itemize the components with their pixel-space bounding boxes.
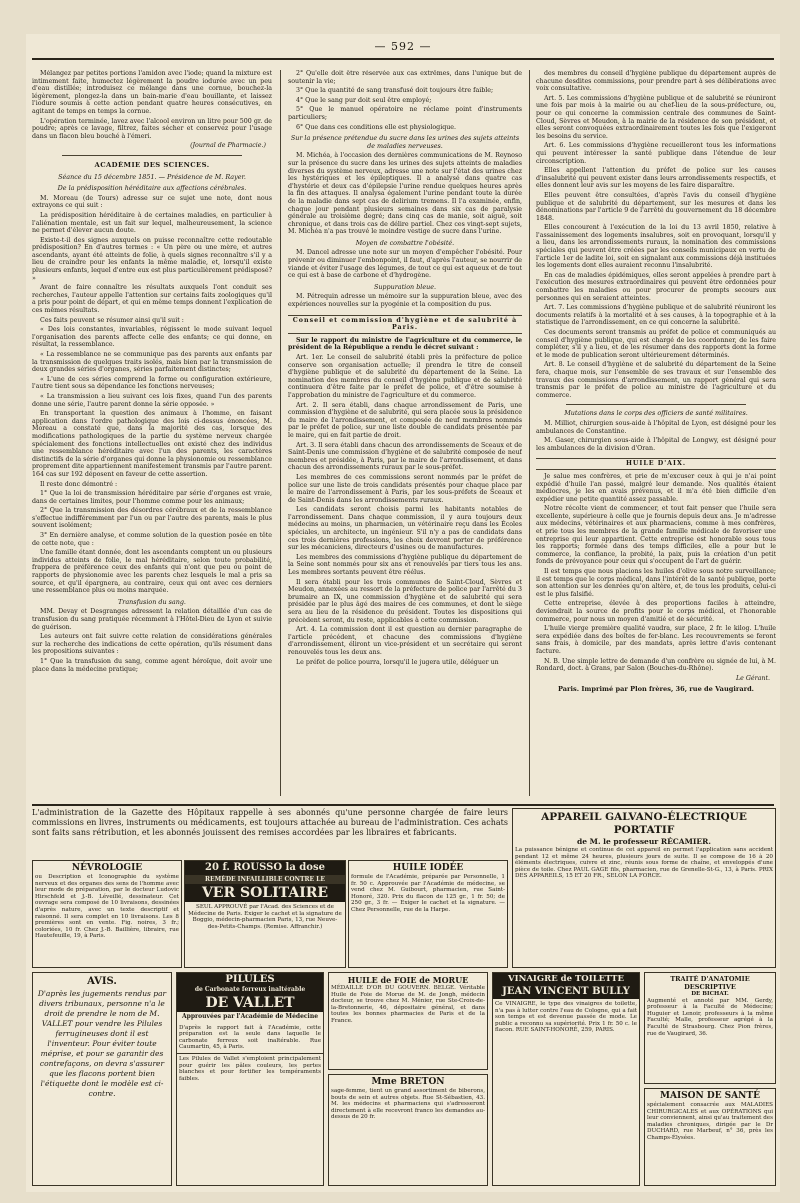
ad-title: HUILE IODÉE [392,863,464,873]
paragraph: L'huile vierge première qualité vaudra, sur place, 2 fr. le kilog. L'huile sera expédiée dans des boîtes de fer-blanc. Les recouvrements se feront sans frais, à domicile, par des mandats, après lettre d'avis contenant facture. [536,625,776,655]
paragraph: Cette entreprise, élevée à des proportions faciles à atteindre, deviendrait la source de profits pour le corps médical, et l'honorable commerce, pour nous un moyen d'amitié et de sécurité. [536,600,776,623]
page-number: — 592 — [374,40,432,53]
paragraph: Ces documents seront transmis au préfet de police et communiqués au conseil d'hygiène publique, qui est chargé de les coordonner, de les faire compléter, s'il y a lieu, et de les résumer dans des rapports dont la forme et le mode de publication seront ultérieurement déterminés. [536,329,776,359]
list-item: 5° Que le manuel opératoire ne réclame point d'instruments particuliers; [288,106,522,121]
subheading: Transfusion du sang. [118,597,186,606]
paragraph: Art. 8. Le conseil d'hygiène et de salubrité du département de la Seine fera, chaque mois, sur l'ensemble de ses travaux et sur l'ensemble des travaux des commissions d'arrondissement, un rapport général qui sera transmis par le préfet de police au ministre de l'agriculture et du commerce. [536,361,776,399]
ad-text: ou Description et Iconographie du système nerveux et des organes des sens de l'homme avec leur mode de préparation, par le docteur Ludovic Hirschfeld et J.-B. Léveillé, dessinateur. Cet ouvrage sera composé de 10 livraisons, dessinées d'après nature, avec un texte descriptif et raisonné. Il sera complet en 10 livraisons. Les 8 premières sont en vente. Fig. noires, 3 fr.; coloriées, 10 fr. Chez J.-B. Baillière, libraire, rue Hautefeuille, 19, à Paris. [35,874,179,940]
ad-title: HUILE de FOIE de MORUE [347,975,469,985]
paragraph: M. Michéa, à l'occasion des dernières communications de M. Reynoso sur la présence du sucre dans les urines des sujets atteints de maladies diverses du système nerveux, adresse une note sur l'état des urines chez les hystériques et les épileptiques. Il a analysé dans quatre cas d'hystérie et deux cas d'épilepsie l'urine rendue quelques heures après la fin des attaques. Il analysa également l'urine pendant toute la durée de la maladie dans sept cas de delirium tremens. Il l'a examinée, enfin, chaque jour pendant plusieurs semaines dans six cas de paralysie générale au troisième degré; dans cinq cas de manie, soit aiguë, soit chronique, et dans trois cas de délire partiel. Chez ces vingt-sept sujets, M. Michéa n'a pas trouvé le moindre vestige de sucre dans l'urine. [288,152,522,236]
paragraph: Art. 5. Les commissions d'hygiène publique et de salubrité se réuniront une fois par mois à la mairie ou au chef-lieu de la sous-préfecture, ou, pour ce qui concerne la commission centrale des communes de Saint-Cloud, Sèvres et Meudon, à la mairie de la résidence de son président, et elles seront convoquées extraordinairement toutes les fois que l'exigeront les besoins du service. [536,94,776,140]
ad-approval: Approuvées par l'Académie de Médecine [181,1013,319,1020]
paragraph: Le préfet de police pourra, lorsqu'il le jugera utile, déléguer un [296,658,499,666]
paragraph: « Des lois constantes, invariables, régissent le mode suivant lequel l'organisation des parents affecte celle des enfants; ce qui donne, en résultat, la ressemblance. [32,326,272,349]
list-item: 2° Qu'elle doit être réservée aux cas extrêmes, dans l'unique but de soutenir la vie; [288,70,522,85]
subheading: Sur la présence prétendue du sucre dans les urines des sujets atteints de maladies nerveuses. [290,134,520,150]
paragraph: En transportant la question des animaux à l'homme, en faisant application dans l'ordre pathologique des lois ci-dessus énoncées, M. Moreau a constaté que, dans la majorité des cas, lorsque des modifications pathologiques de la partie du système nerveux chargée spécialement des fonctions intellectuelles ont existé chez des individus une ressemblance héréditaire avec l'un des parents, les caractères distinctifs de la série d'organes qui donne la physionomie ou ressemblance proprement dite appartiennent manifestement transmis par l'autre parent. 164 cas sur 192 déposent en faveur de cette assertion. [32,410,272,478]
ad-ver-solitaire [184,860,346,968]
ad-vallet [176,972,324,1186]
ad-title: VINAIGRE de TOILETTE [493,973,639,985]
ad-title: APPAREIL GALVANO-ÉLECTRIQUE PORTATIF [541,811,747,836]
paragraph: Je salue mes confrères, et prie de m'excuser ceux à qui je n'ai point expédié d'huile l'an passé, malgré leur demande. Nos qualités étaient médiocres, je les en avais prévenus, et il m'a été bien difficile d'en expédier une petite quantité assez passable. [536,472,776,503]
ad-text: spécialement consacrée aux MALADIES CHIRURGICALES et aux OPÉRATIONS qui leur conviennent, ainsi qu'au traitement des maladies chroniques, dirigée par le Dr DUCHARD, rue Marbeuf, n° 36, près les Champs-Élysées. [647,1102,773,1141]
paragraph: Art. 4. La commission dont il est question au dernier paragraphe de l'article précédent, et chacune des commissions d'hygiène d'arrondissement, éliront un vice-président et un secrétaire qui seront renouvelés tous les deux ans. [288,626,522,656]
printer-line: Paris. Imprimé par Plon frères, 36, rue de Vaugirard. [558,685,754,694]
paragraph: Art. 1er. Le conseil de salubrité établi près la préfecture de police conserve son organisation actuelle; il prendra le titre de conseil d'hygiène publique et de salubrité du département de la Seine. La nomination des membres du conseil d'hygiène publique et de salubrité continuera d'être faite par le préfet de police, et d'être soumise à l'approbation du ministre de l'agriculture et du commerce. [288,354,522,399]
ad-nevrologie [32,860,182,968]
ads-rule [32,804,774,806]
divider [566,404,746,405]
column-1 [32,70,272,800]
paragraph: Les candidats seront choisis parmi les habitants notables de l'arrondissement. Dans chaque commission, il y aura toujours deux médecins au moins, un pharmacien, un vétérinaire reçu dans les Écoles spéciales, un architecte, un ingénieur. S'il n'y a pas de candidats dans ces trois dernières professions, les choix devront porter de préférence sur les mécaniciens, directeurs d'usines ou de manufactures. [288,506,522,552]
ad-brand: JEAN VINCENT BULLY [493,985,639,999]
ad-huile-foie [328,972,488,1070]
ad-text: La puissance bénigne et continue de cet appareil en permet l'application sans accident pendant 12 et même 24 heures, plusieurs jours de suite. Il se compose de 16 à 20 éléments électriques, cuivre et zinc, réunis sous forme de chaîne, et enveloppés d'une pièce de toile. Chez PAUL GAGE fils, pharmacien, rue de Grenelle-St-G., 13, à Paris. PRIX DES APPAREILS, 15 ET 20 FR., SELON LA FORCE. [515,847,773,880]
ad-text: formule de l'Académie, préparée par Personnelle, 1 fr. 50 c. Approuvée par l'Académie de médecine, se vend chez M. Guibourt, pharmacien, rue Saint-Honoré, 320. Prix du flacon de 125 gr., 1 fr. 50; de 250 gr., 3 fr. — Exiger le cachet et la signature. — Chez Personnelle, rue de la Harpe. [351,874,505,913]
paragraph: Les membres de ces commissions seront nommés par le préfet de police sur une liste de trois candidats présentés pour chaque place par le maire de l'arrondissement à Paris, par les sous-préfets de Sceaux et de Saint-Denis dans les arrondissements ruraux. [288,473,522,504]
source-citation: (Journal de Pharmacie.) [190,142,266,150]
ad-avis [32,972,172,1186]
paragraph: 2° Que la transmission des désordres cérébraux et de la ressemblance s'effectue indifféremment par l'un ou par l'autre des parents, mais le plus souvent isolément; [32,507,272,530]
ad-banner [185,861,345,875]
subheading: Moyen de combattre l'obésité. [355,238,455,247]
ad-title: TRAITÉ D'ANATOMIE DESCRIPTIVE [670,975,750,991]
section-banner: HUILE D'AIX. [536,458,776,470]
ad-text: D'après les jugements rendus par divers tribunaux, personne n'a le droit de prendre le nom de M. VALLET pour vendre les Pilules ferrugineuses dont il est l'inventeur. Pour éviter toute méprise, et pour se garantir des contrefaçons, on devra s'assurer que les flacons portent bien l'étiquette dont le modèle est ci-contre. [37,989,167,1098]
subheading: Mutations dans le corps des officiers de santé militaires. [564,409,748,418]
paragraph: 3° En dernière analyse, et comme solution de la question posée en tête de cette note, que : [32,532,272,547]
paragraph: Notre récolte vient de commencer, et tout fait penser que l'huile sera excellente, supérieure à celle que je fournis depuis deux ans. Je m'adresse aux médecins, vétérinaires et aux pharmaciens, comme à mes confrères, et prie tous les membres de la grande famille médicale de favoriser une entreprise qui leur appartient. Cette entreprise est honorable sous tous les rapports; formée dans des temps difficiles, elle a pour but le commerce, la confiance, la probité, la paix, puis la création d'un petit fonds de prévoyance pour ceux qui s'occupent de l'art de guérir. [536,505,776,566]
paragraph: 1° Que la loi de transmission héréditaire par série d'organes est vraie, dans de certaines limites, pour l'homme comme pour les animaux; [32,490,272,505]
ad-title: Mme BRETON [371,1077,445,1087]
paragraph: Elles peuvent être consultées, d'après l'avis du conseil d'hygiène publique et de salubrité du département, sur les mesures et dans les dénominations par l'article 9 de l'arrêté du gouvernement du 18 décembre 1848. [536,191,776,222]
section-banner: Conseil et commission d'hygiène et de salubrité à Paris. [288,315,522,334]
intro-paragraph-2: L'opération terminée, lavez avec l'alcool environ un litre pour 500 gr. de poudre; après ce lavage, filtrez, faites sécher et conservez pour l'usage dans un flacon bleu bouché à l'émeri. [32,117,272,140]
ad-title: PILULES [177,973,323,986]
top-rule [32,58,774,60]
paragraph: « La transmission a lieu suivant ces lois fixes, quand l'un des parents donne une série, l'autre parent donne la série opposée. » [32,392,272,408]
paragraph: Art. 6. Les commissions d'hygiène recueilleront tous les informations qui peuvent intéresser la santé publique dans l'étendue de leur circonscription. [536,142,776,165]
divider [62,155,242,156]
ad-title: MAISON DE SANTÉ [660,1091,760,1101]
paragraph: M. Gaser, chirurgien sous-aide à l'hôpital de Longwy, est désigné pour les ambulances de la division d'Oran. [536,437,776,452]
ad-text: D'après le rapport fait à l'Académie, cette préparation est la seule dans laquelle le carbonate ferreux soit inaltérable. Rue Caumartin, 45, à Paris. [179,1024,321,1051]
ad-title: NÉVROLOGIE [71,863,143,873]
paragraph: Il reste donc démontré : [40,480,118,488]
ad-brand: ROUSSO la dose [233,862,325,873]
column-divider [529,70,530,796]
paragraph: Les membres des commissions d'hygiène publique du département de la Seine sont nommés pour six ans et renouvelés par tiers tous les ans. Les membres sortants peuvent être réélus. [288,553,522,577]
ad-footnote: Les Pilules de Vallet s'emploient principalement pour guérir les pâles couleurs, les pertes blanches et pour fortifier les tempéraments faibles. [177,1053,323,1084]
paragraph: N. B. Une simple lettre de demande d'un confrère ou signée de lui, à M. Rondard, doct. à Grans, par Salon (Bouches-du-Rhône). [536,657,776,673]
paragraph: M. Moreau (de Tours) adresse sur ce sujet une note, dont nous extrayons ce qui suit : [32,194,272,210]
ad-text: MÉDAILLE D'OR DU GOUVERN. BELGE. Véritable Huile de Foie de Morue de M. de Jongh, médecin docteur, se trouve chez M. Ménier, rue Ste-Croix-de-la-Bretonnerie, 46, dépositaire général, et dans toutes les bonnes pharmacies de Paris et de la France. [331,985,485,1024]
ad-subtitle: REMÈDE INFAILLIBLE CONTRE LE [185,875,345,884]
column-2 [288,70,522,800]
ad-text: Augmenté et annoté par MM. Gerdy, professeur à la Faculté de Médecine; Huguier et Lenoir, professeurs à la même Faculté; Malle, professeur agrégé à la Faculté de Strasbourg. Chez Pion frères, rue de Vaugirard, 36. [647,997,773,1037]
ad-subtitle: de Carbonate ferreux inaltérable [177,986,323,994]
paragraph: M. Milliot, chirurgien sous-aide à l'hôpital de Lyon, est désigné pour les ambulances de Constantine. [536,419,776,435]
section-title-academy: ACADÉMIE DES SCIENCES. [94,160,210,169]
paragraph: Les auteurs ont fait suivre cette relation de considérations générales sur la recherche des indications de cette opération, qu'ils résument dans les propositions suivantes : [32,633,272,656]
column-3 [536,70,776,800]
ad-brand: DE VALLET [177,994,323,1012]
column-divider [280,70,281,796]
paragraph: Art. 2. Il sera établi, dans chaque arrondissement de Paris, une commission d'hygiène et de salubrité, qui sera placée sous la présidence du maire de l'arrondissement, et composée de neuf membres nommés par le préfet de police, sur une liste double de candidats présentée par le maire, qui en fait partie de droit. [288,401,522,439]
paragraph: Existe-t-il des signes auxquels on puisse reconnaître cette redoutable prédisposition? En d'autres termes : « Un père ou une mère, et autres ascendants, ayant été atteints de folie, à quels signes reconnaître s'il y a lieu de craindre pour les enfants la même maladie, et, lorsqu'il existe plusieurs enfants, lequel d'entre eux est plus particulièrement prédisposé? » [32,236,272,282]
paragraph: Il sera établi pour les trois communes de Saint-Cloud, Sèvres et Meudon, annexées au ressort de la préfecture de police par l'arrêté du 3 brumaire an IX, une commission d'hygiène et de salubrité qui sera présidée par le plus âgé des maires de ces communes, et dont le siège sera au lieu de la résidence du président. Toutes les dispositions qui précèdent seront, du reste, applicables à cette commission. [288,578,522,624]
paragraph: Une famille étant donnée, dont les ascendants comptent un ou plusieurs individus atteints de folie, le mal héréditaire, selon toute probabilité, frappera de préférence ceux des enfants qui n'ont que peu ou point de rapports de physionomie avec les parents chez lesquels le mal a pris sa source, et qu'il épargnera, au contraire, ceux qui ont avec ces derniers une ressemblance plus ou moins marquée. [32,549,272,595]
ad-galvano [512,808,776,968]
paragraph: « La ressemblance ne se communique pas des parents aux enfants par la transmission de quelques traits isolés, mais bien par la transmission de deux grandes séries d'organes, séries parfaitement distinctes; [32,351,272,374]
paragraph: Ces faits peuvent se résumer ainsi qu'il suit : [40,316,184,324]
list-item: 4° Que le sang pur doit seul être employé; [296,96,432,104]
session-line: Séance du 15 décembre 1851. — Présidence de M. Rayer. [58,172,246,181]
newspaper-page [26,34,780,1192]
ad-title: VER SOLITAIRE [185,884,345,902]
signature: Le Gérant. [735,674,770,682]
paragraph: MM. Devay et Desgranges adressent la relation détaillée d'un cas de transfusion du sang pratiquée récemment à l'Hôtel-Dieu de Lyon et suivie de guérison. [32,608,272,631]
ad-subtitle: DE BICHAT. [691,991,729,997]
subheading: De la prédisposition héréditaire aux affections cérébrales. [57,184,247,193]
paragraph: Elles appellent l'attention du préfet de police sur les causes d'insalubrité qui peuvent exister dans leurs arrondissements respectifs, et elles donnent leur avis sur les moyens de les faire disparaître. [536,167,776,190]
subheading: Suppuration bleue. [373,282,437,291]
paragraph: des membres du conseil d'hygiène publique du département auprès de chacune desdites commissions, pour prendre part à ses délibérations avec voix consultative. [536,70,776,93]
ad-title: AVIS. [87,976,117,987]
list-item: 3° Que la quantité de sang transfusé doit toujours être faible; [296,87,494,95]
ad-subtitle: de M. le professeur RÉCAMIER. [577,837,711,846]
ad-huile-iodee [348,860,508,968]
ads-intro: L'administration de la Gazette des Hôpitaux rappelle à ses abonnés qu'une personne chargée de faire leurs commissions en livres, instruments ou médicaments, est toujours attachée au bureau de l'administration. Ces achats sont faits sans rétribution, et les abonnés jouissent des remises accordées par les libraires et fabricants. [32,808,508,837]
paragraph: Avant de faire connaître les résultats auxquels l'ont conduit ses recherches, l'auteur appelle l'attention sur certains faits zoologiques qu'il a pris pour point de départ, et qui en même temps donnent l'explication de ces mêmes résultats. [32,284,272,315]
ad-text: sage-femme, tient un grand assortiment de biberons, bouts de sein et autres objets. Rue St-Sébastien, 43. M. les médecins et pharmaciens qui s'adresseront directement à elle recevront franco les demandes au-dessus de 20 fr. [331,1088,485,1121]
ad-bichat [644,972,776,1084]
ad-breton [328,1074,488,1186]
paragraph: Art. 3. Il sera établi dans chacun des arrondissements de Sceaux et de Saint-Denis une commission d'hygiène et de salubrité composée de neuf membres et présidée, à Paris, par le maire de l'arrondissement, et dans chacun des arrondissements ruraux par le sous-préfet. [288,441,522,472]
paragraph: Sur le rapport du ministre de l'agriculture et du commerce, le président de la République a rendu le décret suivant : [288,336,522,352]
ad-maison-sante [644,1088,776,1186]
paragraph: En cas de maladies épidémiques, elles seront appelées à prendre part à l'exécution des mesures extraordinaires qui peuvent être ordonnées pour combattre les maladies ou pour procurer de prompts secours aux personnes qui en seraient atteintes. [536,271,776,302]
paragraph: M. Pétrequin adresse un mémoire sur la suppuration bleue, avec des expériences nouvelles sur la pyogénie et la composition du pus. [288,293,522,309]
paragraph: 1° Que la transfusion du sang, comme agent héroïque, doit avoir une place dans la médecine pratique; [32,657,272,673]
list-item: 6° Que dans ces conditions elle est physiologique. [296,123,457,131]
paragraph: Art. 7. Les commissions d'hygiène publique et de salubrité réuniront les documents relatifs à la mortalité et à ses causes, à la topographie et à la statistique de l'arrondissement, en ce qui concerne la salubrité. [536,304,776,327]
paragraph: Il est temps que nous placions les huiles d'olive sous notre surveillance; il est temps que le corps médical, dans l'intérêt de la santé publique, porte son attention sur les denrées qu'on altère, et, de tous les produits, celui-ci est le plus falsifié. [536,568,776,598]
ad-text: SEUL APPROUVÉ par l'Acad. des Sciences et de Médecine de Paris. Exiger le cachet et la signature de Boggio, médecin-pharmacien Paris, 13, rue Neuve-des-Petits-Champs. (Remise. Affranchir.) [188,904,342,930]
intro-paragraph: Mélangez par petites portions l'amidon avec l'iode; quand la mixture est intimement faite, humectez légèrement la poudre iodurée avec un peu d'eau distillée; introduisez ce mélange dans une cornue, bouchez-la légèrement, plongez-la dans un bain-marie d'eau bouillante, et laissez l'iodure soumis à cette action pendant quatre heures consécutives, en agitant de temps en temps la cornue. [32,70,272,115]
paragraph: M. Dancel adresse une note sur un moyen d'empêcher l'obésité. Pour prévenir ou diminuer l'embonpoint, il faut, d'après l'auteur, se nourrir de viande et éviter l'usage des légumes, de tout ce qui est aqueux et de tout ce qui est à base de carbone et d'hydrogène. [288,249,522,280]
ad-bully [492,972,640,1186]
paragraph: « L'une de ces séries comprend la forme ou configuration extérieure, l'autre tient sous sa dépendance les fonctions nerveuses; [32,375,272,391]
paragraph: La prédisposition héréditaire à de certaines maladies, en particulier à l'aliénation mentale, est un fait sur lequel, malheureusement, la science ne permet d'élever aucun doute. [32,211,272,235]
paragraph: Elles concourent à l'exécution de la loi du 13 avril 1850, relative à l'assainissement des logements insalubres, soit en provoquant, lorsqu'il y a lieu, dans les arrondissements ruraux, la nomination des commissions spéciales qui peuvent être créées par les conseils municipaux en vertu de l'article 1er de ladite loi, soit en signalant aux commissions déjà instituées les logements dont elles auraient reconnu l'insalubrité. [536,224,776,270]
ad-text: Ce VINAIGRE, le type des vinaigres de toilette, n'a pas à lutter contre l'eau de Cologne, qui a fait son temps et est devenue passée de mode. Le public a reconnu sa supériorité. Prix 1 fr. 50 c. le flacon. RUE SAINT-HONORÉ, 259, PARIS. [495,1001,637,1034]
ad-price: 20 f. [205,862,230,873]
